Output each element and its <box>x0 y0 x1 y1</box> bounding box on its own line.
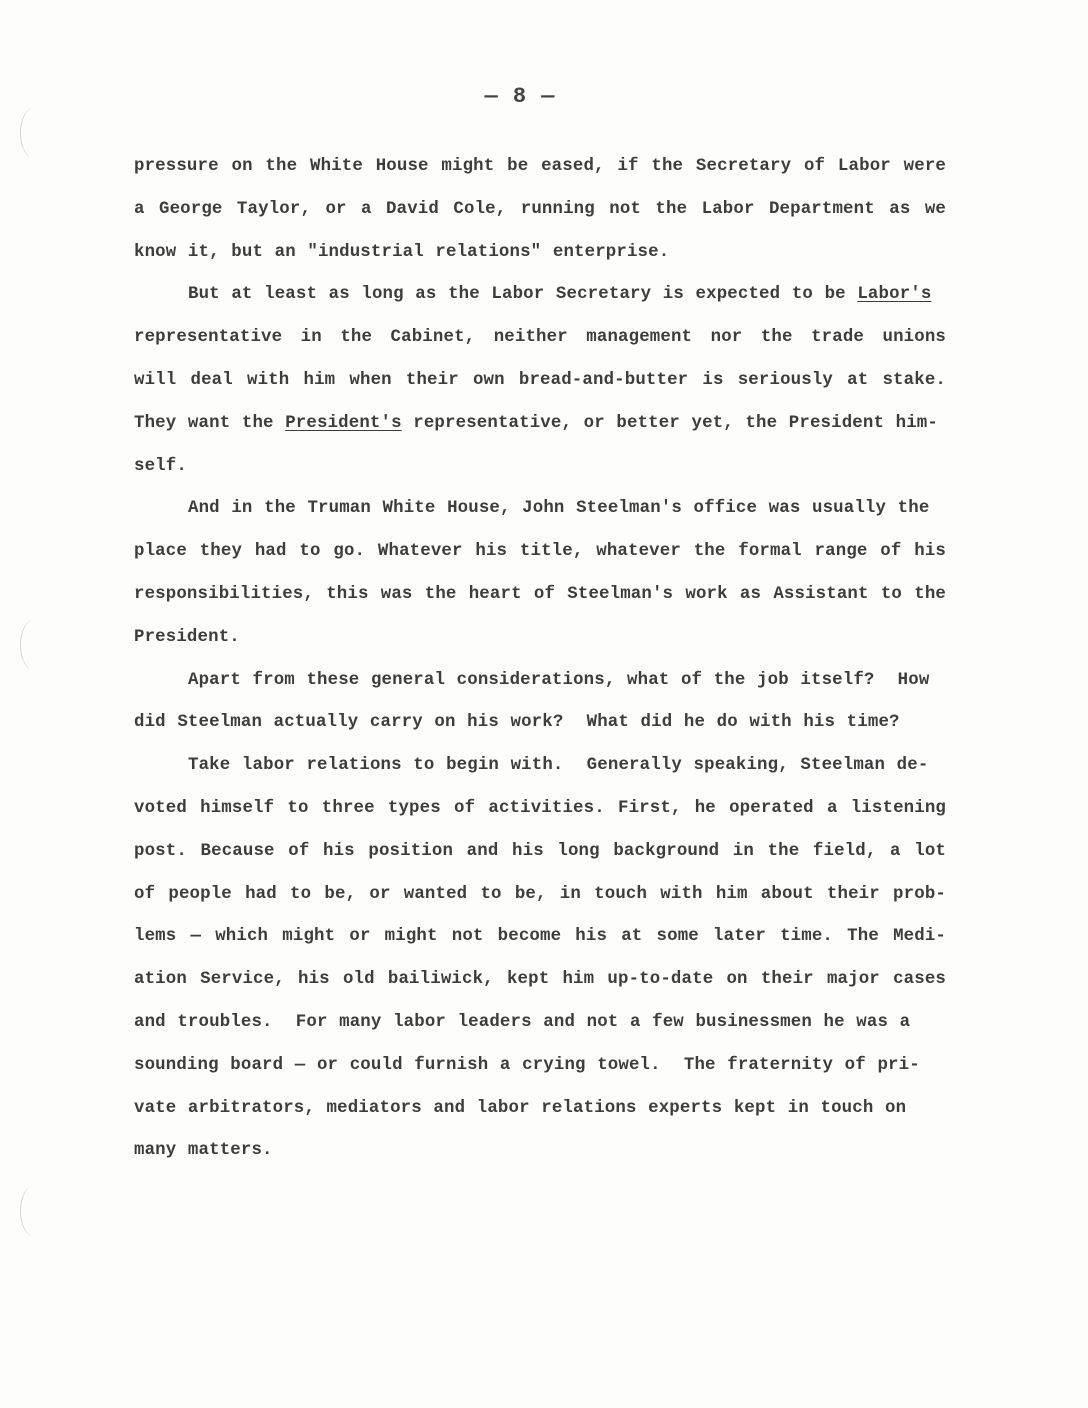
text-line: many matters. <box>134 1141 273 1161</box>
text-line: Apart from these general considerations, what of the job itself? How <box>188 670 930 690</box>
punch-hole-mark <box>20 108 47 158</box>
text-line: post. Because of his position and his long background in the field, a lot <box>134 841 946 861</box>
underlined-word: President's <box>285 413 402 433</box>
text-line: And in the Truman White House, John Steelman's office was usually the <box>188 499 930 519</box>
text-line: place they had to go. Whatever his title, whatever the formal range of his <box>134 542 946 562</box>
text-line <box>134 274 946 317</box>
text-line: responsibilities, this was the heart of Steelman's work as Assistant to the <box>134 584 946 604</box>
text-line: lems — which might or might not become his at some later time. The Medi- <box>134 927 946 947</box>
text-segment: representative, or better yet, the President him- <box>401 413 938 433</box>
punch-hole-mark <box>20 620 47 670</box>
text-line: pressure on the White House might be eased, if the Secretary of Labor were <box>134 157 946 176</box>
text-line: vate arbitrators, mediators and labor relations experts kept in touch on <box>134 1098 907 1118</box>
text-line: Take labor relations to begin with. Generally speaking, Steelman de- <box>188 756 929 776</box>
text-segment: They want the <box>134 413 286 433</box>
text-segment: But at least as long as the Labor Secretary is expected to be <box>188 285 858 305</box>
text-line <box>134 403 946 446</box>
text-line: did Steelman actually carry on his work? What did he do with his time? <box>134 713 900 733</box>
text-line: know it, but an "industrial relations" enterprise. <box>134 242 670 262</box>
text-line: sounding board — or could furnish a crying towel. The fraternity of pri- <box>134 1055 920 1075</box>
page-number: — 8 — <box>484 84 556 109</box>
text-line: President. <box>134 627 240 647</box>
text-line: ation Service, his old bailiwick, kept him up-to-date on their major cases <box>134 970 946 990</box>
text-line: a George Taylor, or a David Cole, running not the Labor Department as we <box>134 199 946 219</box>
text-line: and troubles. For many labor leaders and not a few businessmen he was a <box>134 1012 911 1032</box>
punch-hole-mark <box>20 1186 47 1236</box>
text-line: of people had to be, or wanted to be, in touch with him about their prob- <box>134 884 946 904</box>
body-text <box>134 146 946 1173</box>
text-line: self. <box>134 456 187 476</box>
text-line: voted himself to three types of activities. First, he operated a listening <box>134 798 946 818</box>
text-line: representative in the Cabinet, neither management nor the trade unions <box>134 328 946 348</box>
underlined-word: Labor's <box>857 285 932 305</box>
text-line: will deal with him when their own bread-and-butter is seriously at stake. <box>134 370 946 390</box>
